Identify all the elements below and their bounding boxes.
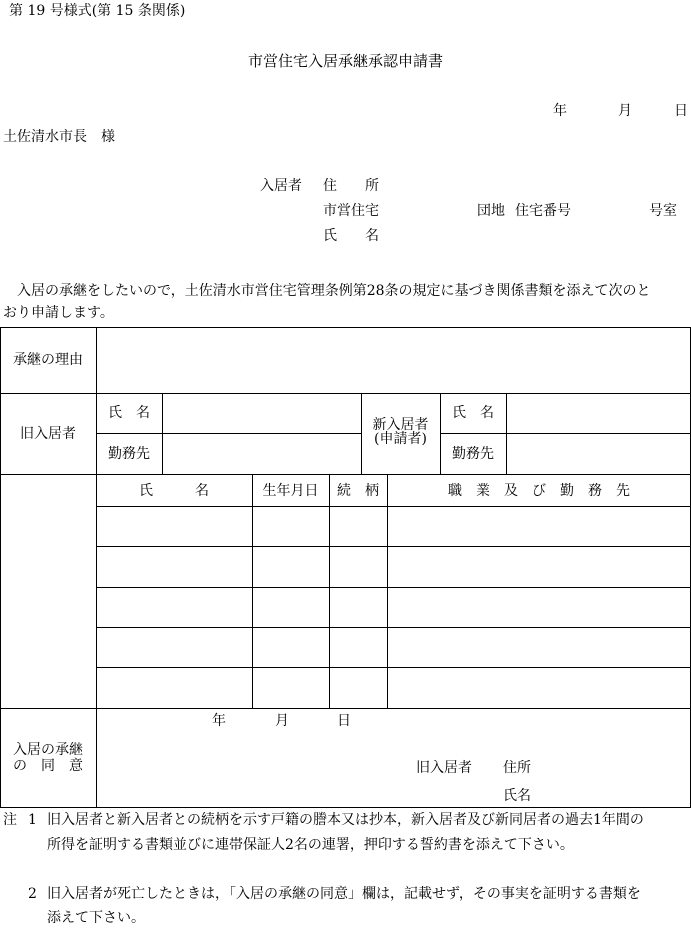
addressee: 土佐清水市長 様: [3, 129, 115, 145]
date-year: 年: [553, 103, 567, 119]
consent-address: 住所: [503, 760, 531, 776]
member-name-header: 氏 名: [139, 483, 209, 499]
old-resident-label: 旧入居者: [20, 426, 76, 442]
note-2-line-2: 添えて下さい。: [47, 910, 145, 926]
member-occupation-header: 職 業 及 び 勤 務 先: [448, 483, 630, 499]
page-title: 市営住宅入居承継承認申請書: [247, 52, 443, 70]
note-1-line-2: 所得を証明する書類並びに連帯保証人2名の連署，押印する誓約書を添えて下さい。: [47, 837, 574, 853]
applicant-label: 入居者: [260, 178, 302, 194]
name-label: 氏 名: [323, 228, 379, 244]
new-resident-label: 新入居者: [372, 417, 429, 433]
note-1-number: 1: [28, 812, 37, 828]
intro-line-2: おり申請します。: [3, 305, 114, 321]
consent-label-2: の 同 意: [13, 758, 83, 774]
danchi-label: 団地: [477, 203, 505, 219]
intro-line-1: 入居の承継をしたいので，土佐清水市営住宅管理条例第28条の規定に基づき関係書類を添えて次のと: [17, 283, 651, 299]
consent-name: 氏名: [503, 788, 531, 804]
consent-year: 年: [212, 713, 226, 729]
consent-day: 日: [337, 713, 351, 729]
consent-label-1: 入居の承継: [13, 742, 83, 758]
consent-month: 月: [275, 713, 289, 729]
date-day: 日: [674, 103, 688, 119]
housing-label: 市営住宅: [323, 203, 379, 219]
date-month: 月: [618, 103, 632, 119]
new-workplace-label: 勤務先: [452, 446, 494, 462]
house-number-label: 住宅番号: [515, 203, 571, 219]
room-label: 号室: [649, 203, 677, 219]
form-number: 第 19 号様式(第 15 条関係): [9, 3, 186, 19]
applicant-paren-label: (申請者): [374, 431, 427, 447]
note-2-line-1: 旧入居者が死亡したときは，「入居の承継の同意」欄は，記載せず，その事実を証明する書類を: [47, 886, 641, 902]
new-name-label: 氏 名: [452, 405, 494, 421]
note-1-line-1: 旧入居者と新入居者との続柄を示す戸籍の謄本又は抄本，新入居者及び新同居者の過去1年間の: [47, 812, 644, 828]
member-relation-header: 続 柄: [337, 483, 379, 499]
old-name-label: 氏 名: [108, 405, 150, 421]
member-birthdate-header: 生年月日: [262, 483, 319, 499]
old-workplace-label: 勤務先: [108, 446, 150, 462]
address-label: 住 所: [323, 178, 379, 194]
note-2-number: 2: [28, 886, 37, 902]
consent-old-resident: 旧入居者: [416, 760, 472, 776]
note-label: 注: [3, 812, 17, 828]
reason-label: 承継の理由: [13, 352, 83, 368]
